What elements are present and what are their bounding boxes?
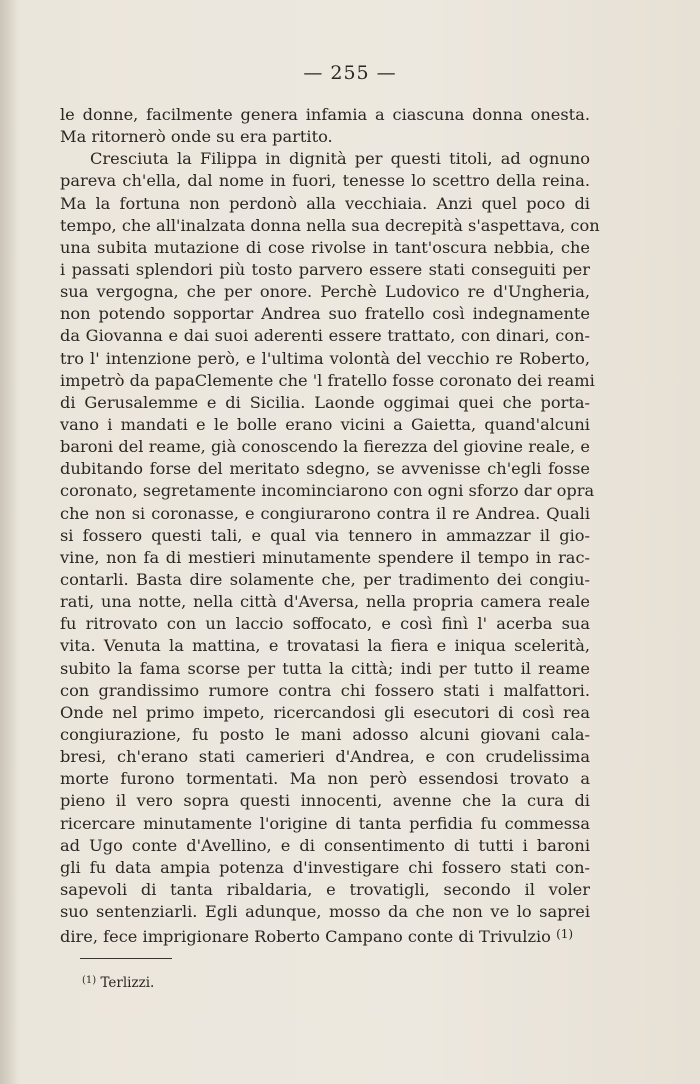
text-line: Cresciuta la Filippa in dignità per questi titoli, ad ognuno: [90, 149, 590, 169]
footnote: [82, 975, 154, 991]
text-line: si fossero questi tali, e qual via tennero in ammazzar il gio-: [60, 525, 590, 545]
text-line: sapevoli di tanta ribaldaria, e trovatigli, secondo il voler: [60, 879, 590, 899]
page-gutter-shadow: [0, 0, 18, 1084]
footnote-reference[interactable]: (1): [556, 927, 574, 942]
text-line: da Giovanna e dai suoi aderenti essere trattato, con dinari, con-: [60, 326, 590, 346]
footnote-text: Terlizzi.: [100, 975, 155, 991]
text-line: gli fu data ampia potenza d'investigare chi fossero stati con-: [60, 857, 590, 877]
text-line: subito la fama scorse per tutta la città; indi per tutto il reame: [60, 658, 590, 678]
text-line: sua vergogna, che per onore. Perchè Ludovico re d'Ungheria,: [60, 282, 590, 302]
text-line: ricercare minutamente l'origine di tanta perfidia fu commessa: [60, 813, 590, 833]
text-line: fu ritrovato con un laccio soffocato, e così finì l' acerba sua: [60, 614, 590, 634]
text-line: tempo, che all'inalzata donna nella sua decrepità s'aspettava, con: [60, 215, 600, 235]
text-line: una subita mutazione di cose rivolse in tant'oscura nebbia, che: [60, 237, 590, 257]
text-line: impetrò da papaClemente che 'l fratello fosse coronato dei reami: [60, 370, 595, 390]
text-line: bresi, ch'erano stati camerieri d'Andrea, e con crudelissima: [60, 747, 590, 767]
text-line: non potendo sopportar Andrea suo fratello così indegnamente: [60, 304, 590, 324]
text-line: rati, una notte, nella città d'Aversa, nella propria camera reale: [60, 592, 590, 612]
text-line: coronato, segretamente incominciarono con ogni sforzo dar opra: [60, 481, 595, 501]
text-line: le donne, facilmente genera infamia a ciascuna donna onesta.: [60, 105, 590, 124]
text-line: con grandissimo rumore contra chi fossero stati i malfattori.: [60, 680, 590, 700]
footnote-divider: [80, 958, 172, 959]
text-line: tro l' intenzione però, e l'ultima volontà del vecchio re Roberto,: [60, 348, 590, 368]
text-line: pareva ch'ella, dal nome in fuori, tenesse lo scettro della reina.: [60, 171, 590, 191]
text-line: che non si coronasse, e congiurarono contra il re Andrea. Quali: [60, 503, 590, 523]
text-line: vine, non fa di mestieri minutamente spendere il tempo in rac-: [60, 547, 590, 567]
text-line: vita. Venuta la mattina, e trovatasi la fiera e iniqua scelerità,: [60, 636, 590, 656]
text-line: [60, 923, 590, 945]
text-line: vano i mandati e le bolle erano vicini a Gaietta, quand'alcuni: [60, 414, 590, 434]
text-line: Onde nel primo impeto, ricercandosi gli esecutori di così rea: [60, 702, 590, 722]
text-line: congiurazione, fu posto le mani adosso alcuni giovani cala-: [60, 724, 590, 744]
text-line: di Gerusalemme e di Sicilia. Laonde oggimai quei che porta-: [60, 392, 590, 412]
text-line: contarli. Basta dire solamente che, per tradimento dei congiu-: [60, 569, 590, 589]
text-line-content: dire, fece imprigionare Roberto Campano conte di Trivulzio: [60, 927, 551, 947]
text-line: ad Ugo conte d'Avellino, e di consentimento di tutti i baroni: [60, 835, 590, 855]
text-line: dubitando forse del meritato sdegno, se avvenisse ch'egli fosse: [60, 459, 590, 479]
text-line: i passati splendori più tosto parvero essere stati conseguiti per: [60, 259, 590, 279]
text-line: suo sentenziarli. Egli adunque, mosso da che non ve lo saprei: [60, 902, 590, 922]
text-line: morte furono tormentati. Ma non però essendosi trovato a: [60, 769, 590, 789]
page-number: — 255 —: [303, 62, 397, 84]
body-text: [60, 104, 600, 947]
footnote-mark: (1): [82, 975, 97, 986]
text-line: baroni del reame, già conoscendo la fierezza del giovine reale, e: [60, 437, 590, 457]
text-line: Ma ritornerò onde su era partito.: [60, 127, 333, 147]
text-line: Ma la fortuna non perdonò alla vecchiaia. Anzi quel poco di: [60, 193, 590, 213]
text-line: pieno il vero sopra questi innocenti, avenne che la cura di: [60, 791, 590, 811]
